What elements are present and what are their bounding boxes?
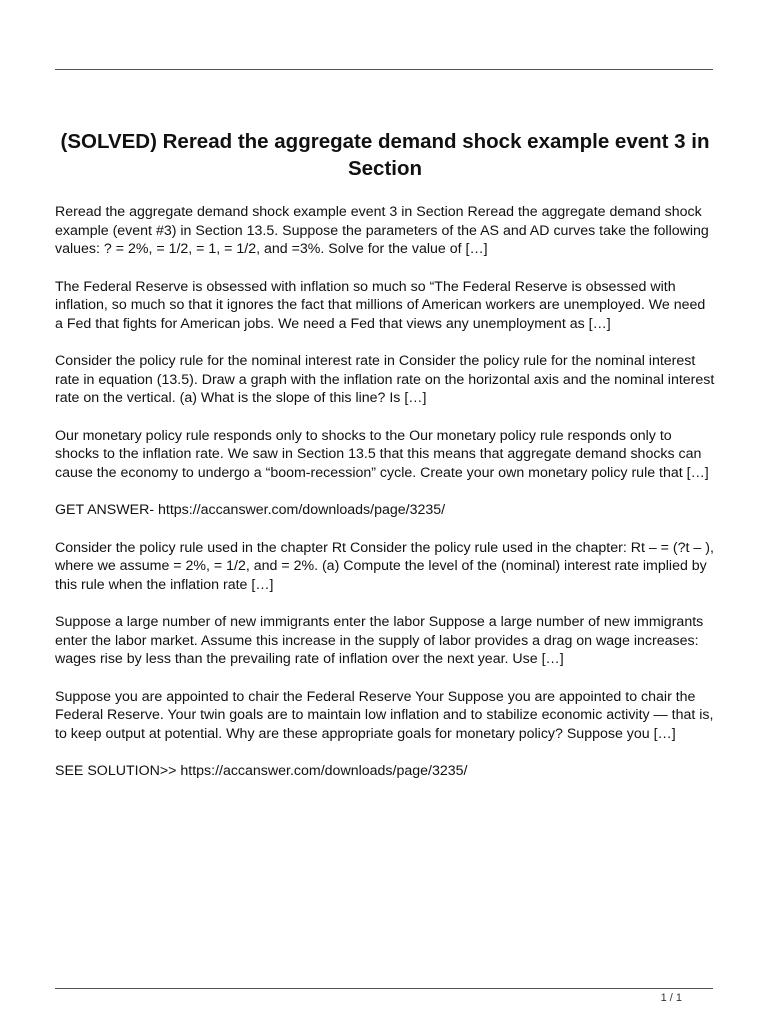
paragraph-2: The Federal Reserve is obsessed with inflation so much so “The Federal Reserve is obsessed with inflation, so much so that it ignores the fact that millions of American workers are unemployed. We need a Fed that fights for American jobs. We need a Fed that views any unemployment as […] <box>55 278 706 332</box>
get-answer-link[interactable]: GET ANSWER- https://accanswer.com/downloads/page/3235/ <box>55 502 446 518</box>
header-divider <box>55 69 713 70</box>
document-title: (SOLVED) Reread the aggregate demand shock example event 3 in Section <box>60 130 710 180</box>
document-body <box>55 128 715 800</box>
paragraph-7: Suppose a large number of new immigrants enter the labor Suppose a large number of new immigrants enter the labor market. Assume this increase in the supply of labor provides a drag on wage increases: wages rise by less than the prevailing rate of inflation over the next year. Use […] <box>55 614 704 667</box>
paragraph-6: Consider the policy rule used in the chapter Rt Consider the policy rule used in the chapter: Rt – = (?t – ), where we assume = 2%, = 1/2, and = 2%. (a) Compute the level of the (nominal) interest rate implied by this rule when the inflation rate […] <box>55 539 714 593</box>
paragraph-3: Consider the policy rule for the nominal interest rate in Consider the policy rule for the nominal interest rate in equation (13.5). Draw a graph with the inflation rate on the horizontal axis and the nominal interest rate on the vertical. (a) What is the slope of this line? Is […] <box>55 353 715 406</box>
paragraph-8: Suppose you are appointed to chair the Federal Reserve Your Suppose you are appointed to chair the Federal Reserve. Your twin goals are to maintain low inflation and to stabilize economic activity — that is, to keep output at potential. Why are these appropriate goals for monetary policy? Suppose you […] <box>55 688 714 742</box>
paragraph-1: Reread the aggregate demand shock example event 3 in Section Reread the aggregate demand shock example (event #3) in Section 13.5. Suppose the parameters of the AS and AD curves take the following values: ? = 2%, = 1/2, = 1, = 1/2, and =3%. Solve for the value of […] <box>55 204 709 257</box>
page-number: 1 / 1 <box>660 992 682 1004</box>
footer-divider <box>55 988 713 989</box>
paragraph-4: Our monetary policy rule responds only to shocks to the Our monetary policy rule responds only to shocks to the inflation rate. We saw in Section 13.5 that this means that aggregate demand shocks can cause the economy to undergo a “boom-recession” cycle. Create your own monetary policy rule that […] <box>55 427 709 481</box>
see-solution-link[interactable]: SEE SOLUTION>> https://accanswer.com/downloads/page/3235/ <box>55 763 468 779</box>
